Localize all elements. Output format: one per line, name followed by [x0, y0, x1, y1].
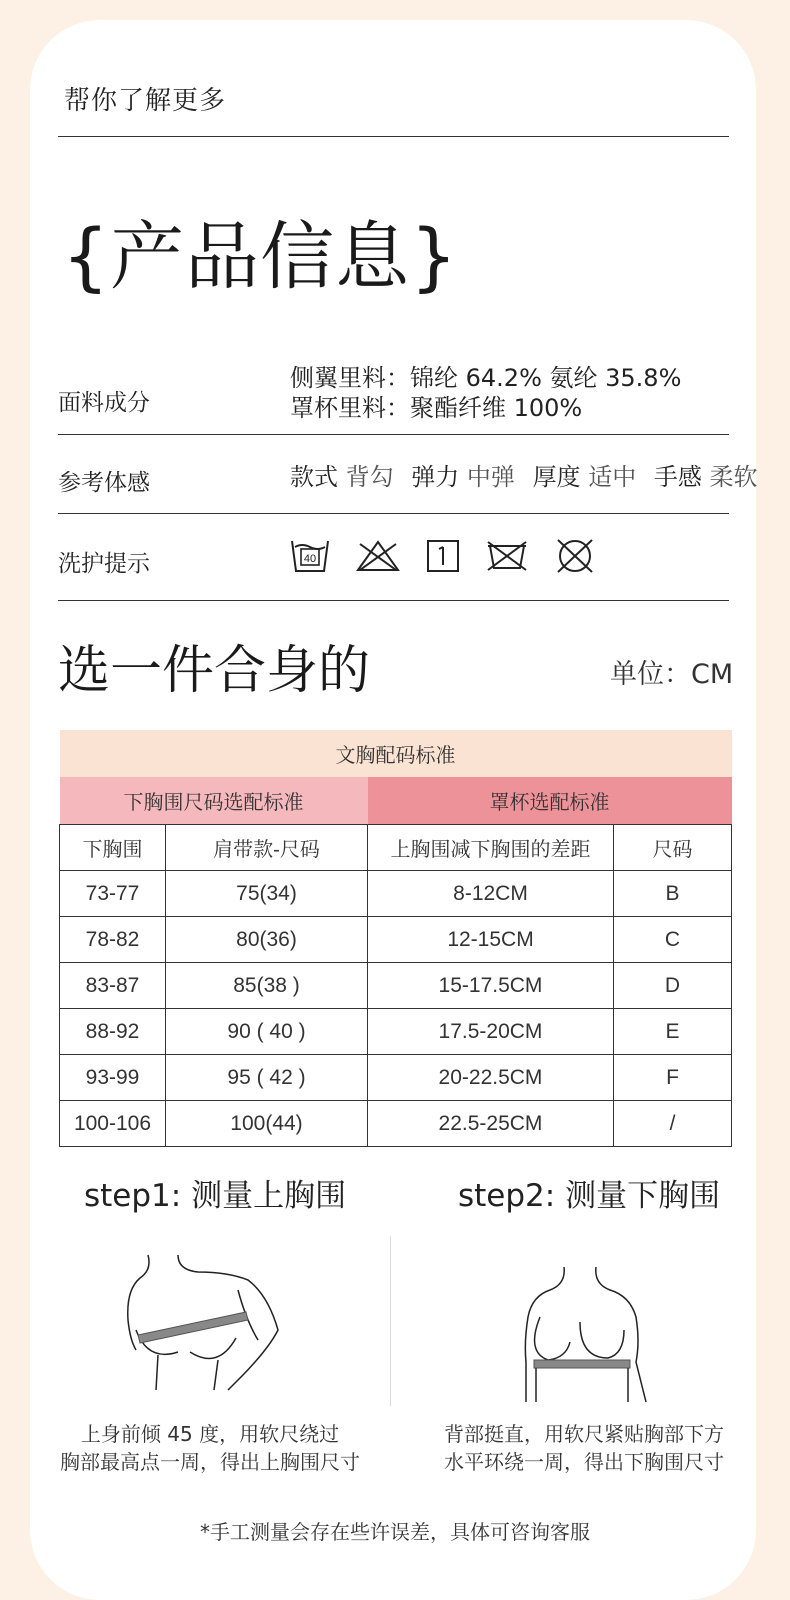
- header-divider: [58, 136, 729, 137]
- no-tumble-dry-icon: [484, 538, 530, 574]
- table-cell: B: [614, 871, 732, 917]
- row-divider: [58, 600, 729, 601]
- table-row: [60, 917, 732, 963]
- fit-title: 选一件合身的: [58, 641, 371, 701]
- column-header: 肩带款-尺码: [166, 825, 368, 871]
- care-label: 洗护提示: [58, 551, 150, 577]
- step1-illustration: [118, 1250, 288, 1399]
- feel-values: [290, 462, 757, 492]
- table-cell: 100-106: [60, 1101, 166, 1147]
- step2-line-2: 水平环绕一周，得出下胸围尺寸: [444, 1450, 724, 1474]
- header-title: 帮你了解更多: [64, 86, 227, 116]
- column-header: 上胸围减下胸围的差距: [368, 825, 614, 871]
- line-dry-icon: [426, 539, 460, 573]
- table-cell: 90 ( 40 ): [166, 1009, 368, 1055]
- feel-style: [290, 462, 394, 492]
- table-cell: 15-17.5CM: [368, 963, 614, 1009]
- table-title: 文胸配码标准: [60, 730, 732, 777]
- feel-elasticity: [411, 462, 515, 492]
- table-header-row: [60, 825, 732, 871]
- table-cell: 73-77: [60, 871, 166, 917]
- table-title-row: [60, 730, 732, 777]
- wash-temp-text: 40: [303, 553, 317, 565]
- column-header: 下胸围: [60, 825, 166, 871]
- table-cell: 20-22.5CM: [368, 1055, 614, 1101]
- steps-divider: [390, 1236, 391, 1406]
- table-cell: 85(38 ): [166, 963, 368, 1009]
- table-cell: F: [614, 1055, 732, 1101]
- row-divider: [58, 513, 729, 514]
- step1-title: step1: 测量上胸围: [84, 1178, 347, 1214]
- step2-title: step2: 测量下胸围: [458, 1178, 721, 1214]
- unit-label: 单位：CM: [610, 659, 734, 690]
- table-cell: 83-87: [60, 963, 166, 1009]
- feel-label: 参考体感: [58, 470, 150, 496]
- left-group-header: 下胸围尺码选配标准: [60, 777, 368, 825]
- fabric-value: [290, 363, 681, 423]
- feel-key: 手感: [653, 463, 702, 491]
- size-table: [59, 730, 732, 1147]
- feel-value: 适中: [588, 463, 637, 491]
- no-bleach-icon: [354, 538, 402, 574]
- step1-line-2: 胸部最高点一周，得出上胸围尺寸: [60, 1450, 360, 1474]
- table-cell: D: [614, 963, 732, 1009]
- table-cell: 88-92: [60, 1009, 166, 1055]
- table-cell: 93-99: [60, 1055, 166, 1101]
- step2-illustration: [510, 1262, 660, 1411]
- table-cell: 22.5-25CM: [368, 1101, 614, 1147]
- column-header: 尺码: [614, 825, 732, 871]
- feel-thickness: [533, 462, 637, 492]
- table-cell: 100(44): [166, 1101, 368, 1147]
- table-cell: C: [614, 917, 732, 963]
- table-row: [60, 871, 732, 917]
- step1-description: [40, 1420, 380, 1476]
- table-row: [60, 1055, 732, 1101]
- measurement-note: *手工测量会存在些许误差，具体可咨询客服: [200, 1520, 590, 1544]
- feel-value: 中弹: [466, 463, 515, 491]
- feel-key: 厚度: [532, 463, 581, 491]
- table-cell: 17.5-20CM: [368, 1009, 614, 1055]
- care-icons: [290, 536, 596, 576]
- feel-value: 柔软: [709, 463, 758, 491]
- table-cell: 95 ( 42 ): [166, 1055, 368, 1101]
- product-info-title: {产品信息}: [62, 214, 459, 300]
- step2-line-1: 背部挺直，用软尺紧贴胸部下方: [444, 1422, 724, 1446]
- feel-key: 弹力: [411, 463, 460, 491]
- table-cell: 12-15CM: [368, 917, 614, 963]
- no-dry-clean-icon: [554, 536, 596, 576]
- feel-value: 背勾: [345, 463, 394, 491]
- fabric-line-2: 罩杯里料：聚酯纤维 100%: [290, 394, 583, 422]
- table-cell: 8-12CM: [368, 871, 614, 917]
- table-cell: 75(34): [166, 871, 368, 917]
- table-row: [60, 1101, 732, 1147]
- table-row: [60, 963, 732, 1009]
- table-cell: E: [614, 1009, 732, 1055]
- table-group-row: [60, 777, 732, 825]
- feel-touch: [654, 462, 758, 492]
- fabric-label: 面料成分: [58, 390, 150, 416]
- row-divider: [58, 434, 729, 435]
- wash-40-icon: [290, 537, 330, 575]
- step1-line-1: 上身前倾 45 度，用软尺绕过: [80, 1422, 340, 1446]
- table-cell: 80(36): [166, 917, 368, 963]
- feel-key: 款式: [290, 463, 338, 491]
- fabric-line-1: 侧翼里料：锦纶 64.2% 氨纶 35.8%: [290, 364, 682, 392]
- right-group-header: 罩杯选配标准: [368, 777, 732, 825]
- step2-description: [414, 1420, 754, 1476]
- table-cell: 78-82: [60, 917, 166, 963]
- table-cell: /: [614, 1101, 732, 1147]
- table-row: [60, 1009, 732, 1055]
